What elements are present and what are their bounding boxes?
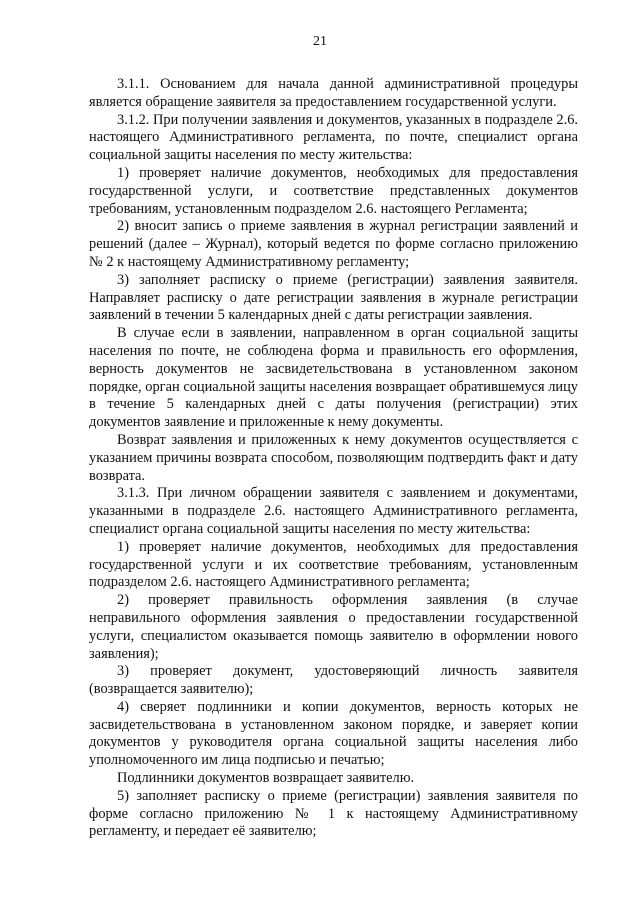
list-item-mail-2: 2) вносит запись о приеме заявления в журнал регистрации заявлений и решений (далее – Журнал), который ведется по форме согласно приложению № 2 к настоящему Административному регламенту; (89, 218, 578, 270)
list-item-mail-3: 3) заполняет расписку о приеме (регистрации) заявления заявителя. Направляет расписку о дате регистрации заявления в журнале регистрации заявлений в течении 5 календарных дней с даты регистрации заявления. (89, 271, 578, 324)
paragraph-3-1-1: 3.1.1. Основанием для начала данной административной процедуры является обращение заявителя за предоставлением государственной услуги. (89, 76, 578, 110)
paragraph-originals-returned: Подлинники документов возвращает заявителю. (117, 770, 415, 787)
paragraph-3-1-2: 3.1.2. При получении заявления и документов, указанных в подразделе 2.6. настоящего Административного регламента, по почте, специалист органа социальной защиты населения по месту жительства: (89, 111, 578, 164)
list-item-personal-3: 3) проверяет документ, удостоверяющий личность заявителя (возвращается заявителю); (89, 663, 578, 698)
paragraph-return-method: Возврат заявления и приложенных к нему документов осуществляется с указанием причины возврата способом, позволяющим подтвердить факт и дату возврата. (89, 431, 578, 484)
list-item-personal-1: 1) проверяет наличие документов, необходимых для предоставления государственной услуги и их соответствие требованиям, установленным подразделом 2.6. настоящего Административного регламента; (89, 538, 578, 591)
list-item-personal-4: 4) сверяет подлинники и копии документов, верность которых не засвидетельствована в установленном законом порядке, и заверяет копии документов у руководителя органа социальной защиты населения либо уполномоченного им лица подписью и печатью; (89, 698, 578, 769)
list-item-mail-1: 1) проверяет наличие документов, необходимых для предоставления государственной услуги, и соответствие представленных документов требованиям, установленным подразделом 2.6. настоящего Регламента; (89, 164, 578, 217)
paragraph-return-case: В случае если в заявлении, направленном в орган социальной защиты населения по почте, не соблюдена форма и правильность его оформления, верность документов не засвидетельствована в установленном законом порядке, орган социальной защиты населения возвращает обратившемуся лицу в течение 5 календарных дней с даты получения (регистрации) этих документов заявление и приложенные к нему документы. (89, 325, 578, 431)
document-body (89, 76, 578, 841)
page-number: 21 (313, 34, 327, 49)
paragraph-3-1-3: 3.1.3. При личном обращении заявителя с заявлением и документами, указанными в подразделе 2.6. настоящего Административного регламента, специалист органа социальной защиты населения по месту жительства: (89, 485, 578, 537)
list-item-personal-2: 2) проверяет правильность оформления заявления (в случае неправильного оформления заявления о предоставлении государственной услуги, специалистом оказывается помощь заявителю в оформлении нового заявления); (89, 592, 578, 662)
list-item-personal-5: 5) заполняет расписку о приеме (регистрации) заявления заявителя по форме согласно приложению № 1 к настоящему Административному регламенту, и передает её заявителю; (89, 787, 578, 840)
